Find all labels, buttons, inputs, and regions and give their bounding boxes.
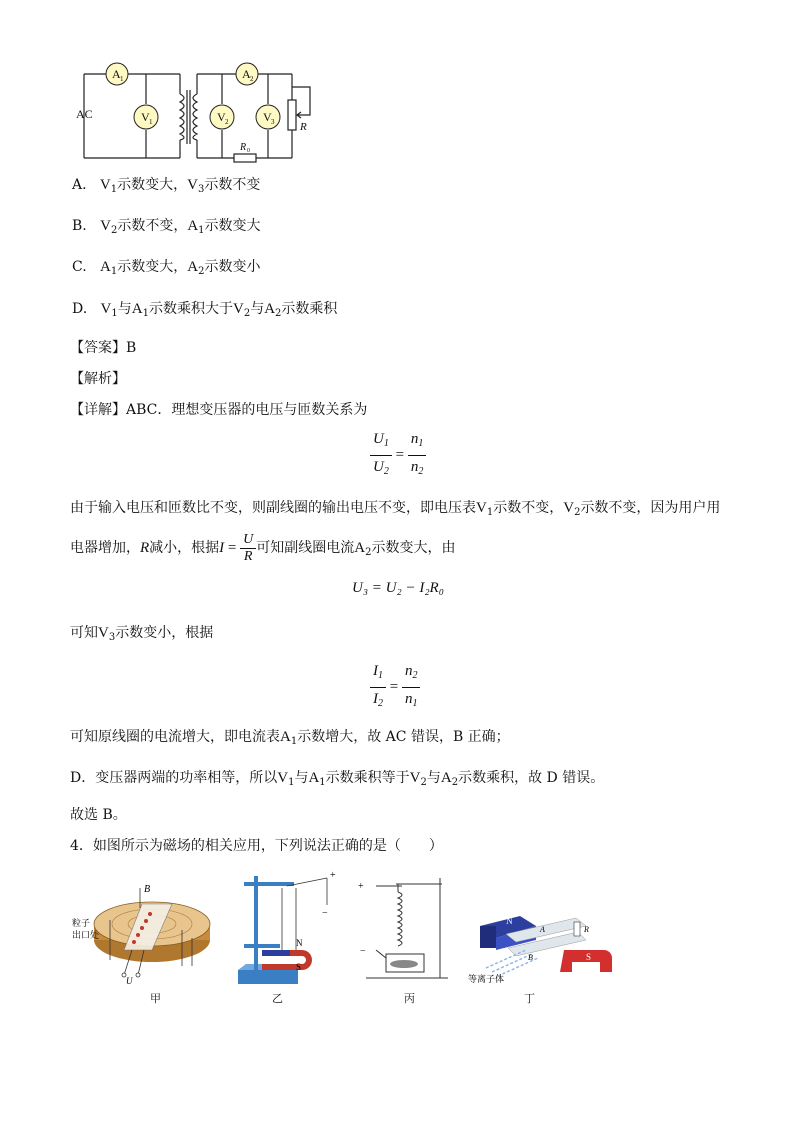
svg-text:+: +	[330, 870, 336, 881]
svg-text:S: S	[296, 962, 302, 972]
caption-ding: 丁	[524, 992, 535, 1005]
equation-current-ratio: $\frac{I_1}{I_2}$ = $\frac{n_2}{n_1}$	[370, 660, 420, 715]
svg-text:S: S	[586, 952, 592, 962]
equation-voltage-ratio: $\frac{U_1}{U_2}$ = $\frac{n_1}{n_2}$	[370, 428, 426, 483]
svg-text:AC: AC	[76, 107, 93, 121]
svg-text:A: A	[242, 67, 251, 81]
svg-text:1: 1	[149, 118, 153, 126]
svg-text:V: V	[263, 110, 272, 124]
conclusion: 故选 B。	[70, 807, 127, 823]
figure-jia-cyclotron	[72, 880, 212, 990]
svg-text:N: N	[296, 938, 303, 948]
svg-text:V: V	[141, 110, 150, 124]
answer: 【答案】B	[70, 340, 137, 356]
svg-text:−: −	[322, 908, 328, 919]
paragraph-5: D．变压器两端的功率相等，所以$V_1$与$A_1$示数乘积等于$V_2$与$A_2$示数乘积，故 D 错误。	[70, 770, 605, 788]
option-a[interactable]: A. $V_1$示数变大，$V_3$示数不变	[72, 177, 261, 195]
svg-text:−: −	[360, 946, 366, 957]
svg-text:2: 2	[225, 118, 229, 126]
caption-bing: 丙	[404, 992, 415, 1005]
svg-text:U: U	[126, 976, 133, 986]
svg-text:A: A	[112, 67, 121, 81]
svg-text:粒子: 粒子	[72, 918, 91, 928]
svg-text:B: B	[528, 953, 533, 962]
svg-text:出口处: 出口处	[72, 930, 100, 940]
caption-jia: 甲	[150, 992, 161, 1005]
paragraph-4: 可知原线圈的电流增大，即电流表$A_1$示数增大，故 AC 错误，B 正确；	[70, 729, 510, 747]
svg-text:B: B	[144, 884, 151, 895]
question-4-stem: 4．如图所示为磁场的相关应用，下列说法正确的是（ ）	[70, 838, 443, 854]
paragraph-3: 可知$V_3$示数变小，根据	[70, 625, 214, 643]
option-d[interactable]: D. $V_1$与$A_1$示数乘积大于$V_2$与$A_2$示数乘积	[72, 301, 338, 319]
paragraph-1: 由于输入电压和匝数比不变，则副线圈的输出电压不变，即电压表$V_1$示数不变，$V_2$示数不变，因为用户用	[70, 500, 721, 518]
svg-text:1: 1	[120, 75, 124, 83]
caption-yi: 乙	[272, 992, 283, 1005]
option-c[interactable]: C. $A_1$示数变大，$A_2$示数变小	[72, 259, 261, 277]
svg-text:R: R	[584, 925, 589, 934]
svg-text:A: A	[540, 925, 545, 934]
svg-text:R: R	[240, 142, 247, 153]
svg-text:R: R	[300, 121, 307, 133]
analysis-heading: 【解析】	[70, 371, 126, 387]
option-b[interactable]: B. $V_2$示数不变，$A_1$示数变大	[72, 218, 261, 236]
svg-text:N: N	[506, 916, 513, 926]
figure-yi-magnet-stand	[232, 870, 342, 990]
figure-bing-spring-coil	[356, 874, 456, 984]
equation-u3: U₃ = U₂ − I₂R₀	[352, 580, 444, 596]
paragraph-2: 电器增加，R减小，根据I = $\frac{U}{R}$ 可知副线圈电流$A_2$示数变大，由	[70, 531, 456, 564]
figure-ding-mhd-generator	[466, 910, 616, 990]
svg-text:2: 2	[250, 75, 254, 83]
svg-text:等离子体: 等离子体	[468, 974, 505, 984]
transformer-circuit-diagram	[70, 60, 330, 170]
detail-intro: 【详解】ABC．理想变压器的电压与匝数关系为	[70, 402, 368, 418]
svg-text:3: 3	[271, 118, 275, 126]
svg-text:V: V	[217, 110, 226, 124]
svg-text:0: 0	[247, 148, 250, 154]
svg-text:+: +	[358, 881, 364, 892]
